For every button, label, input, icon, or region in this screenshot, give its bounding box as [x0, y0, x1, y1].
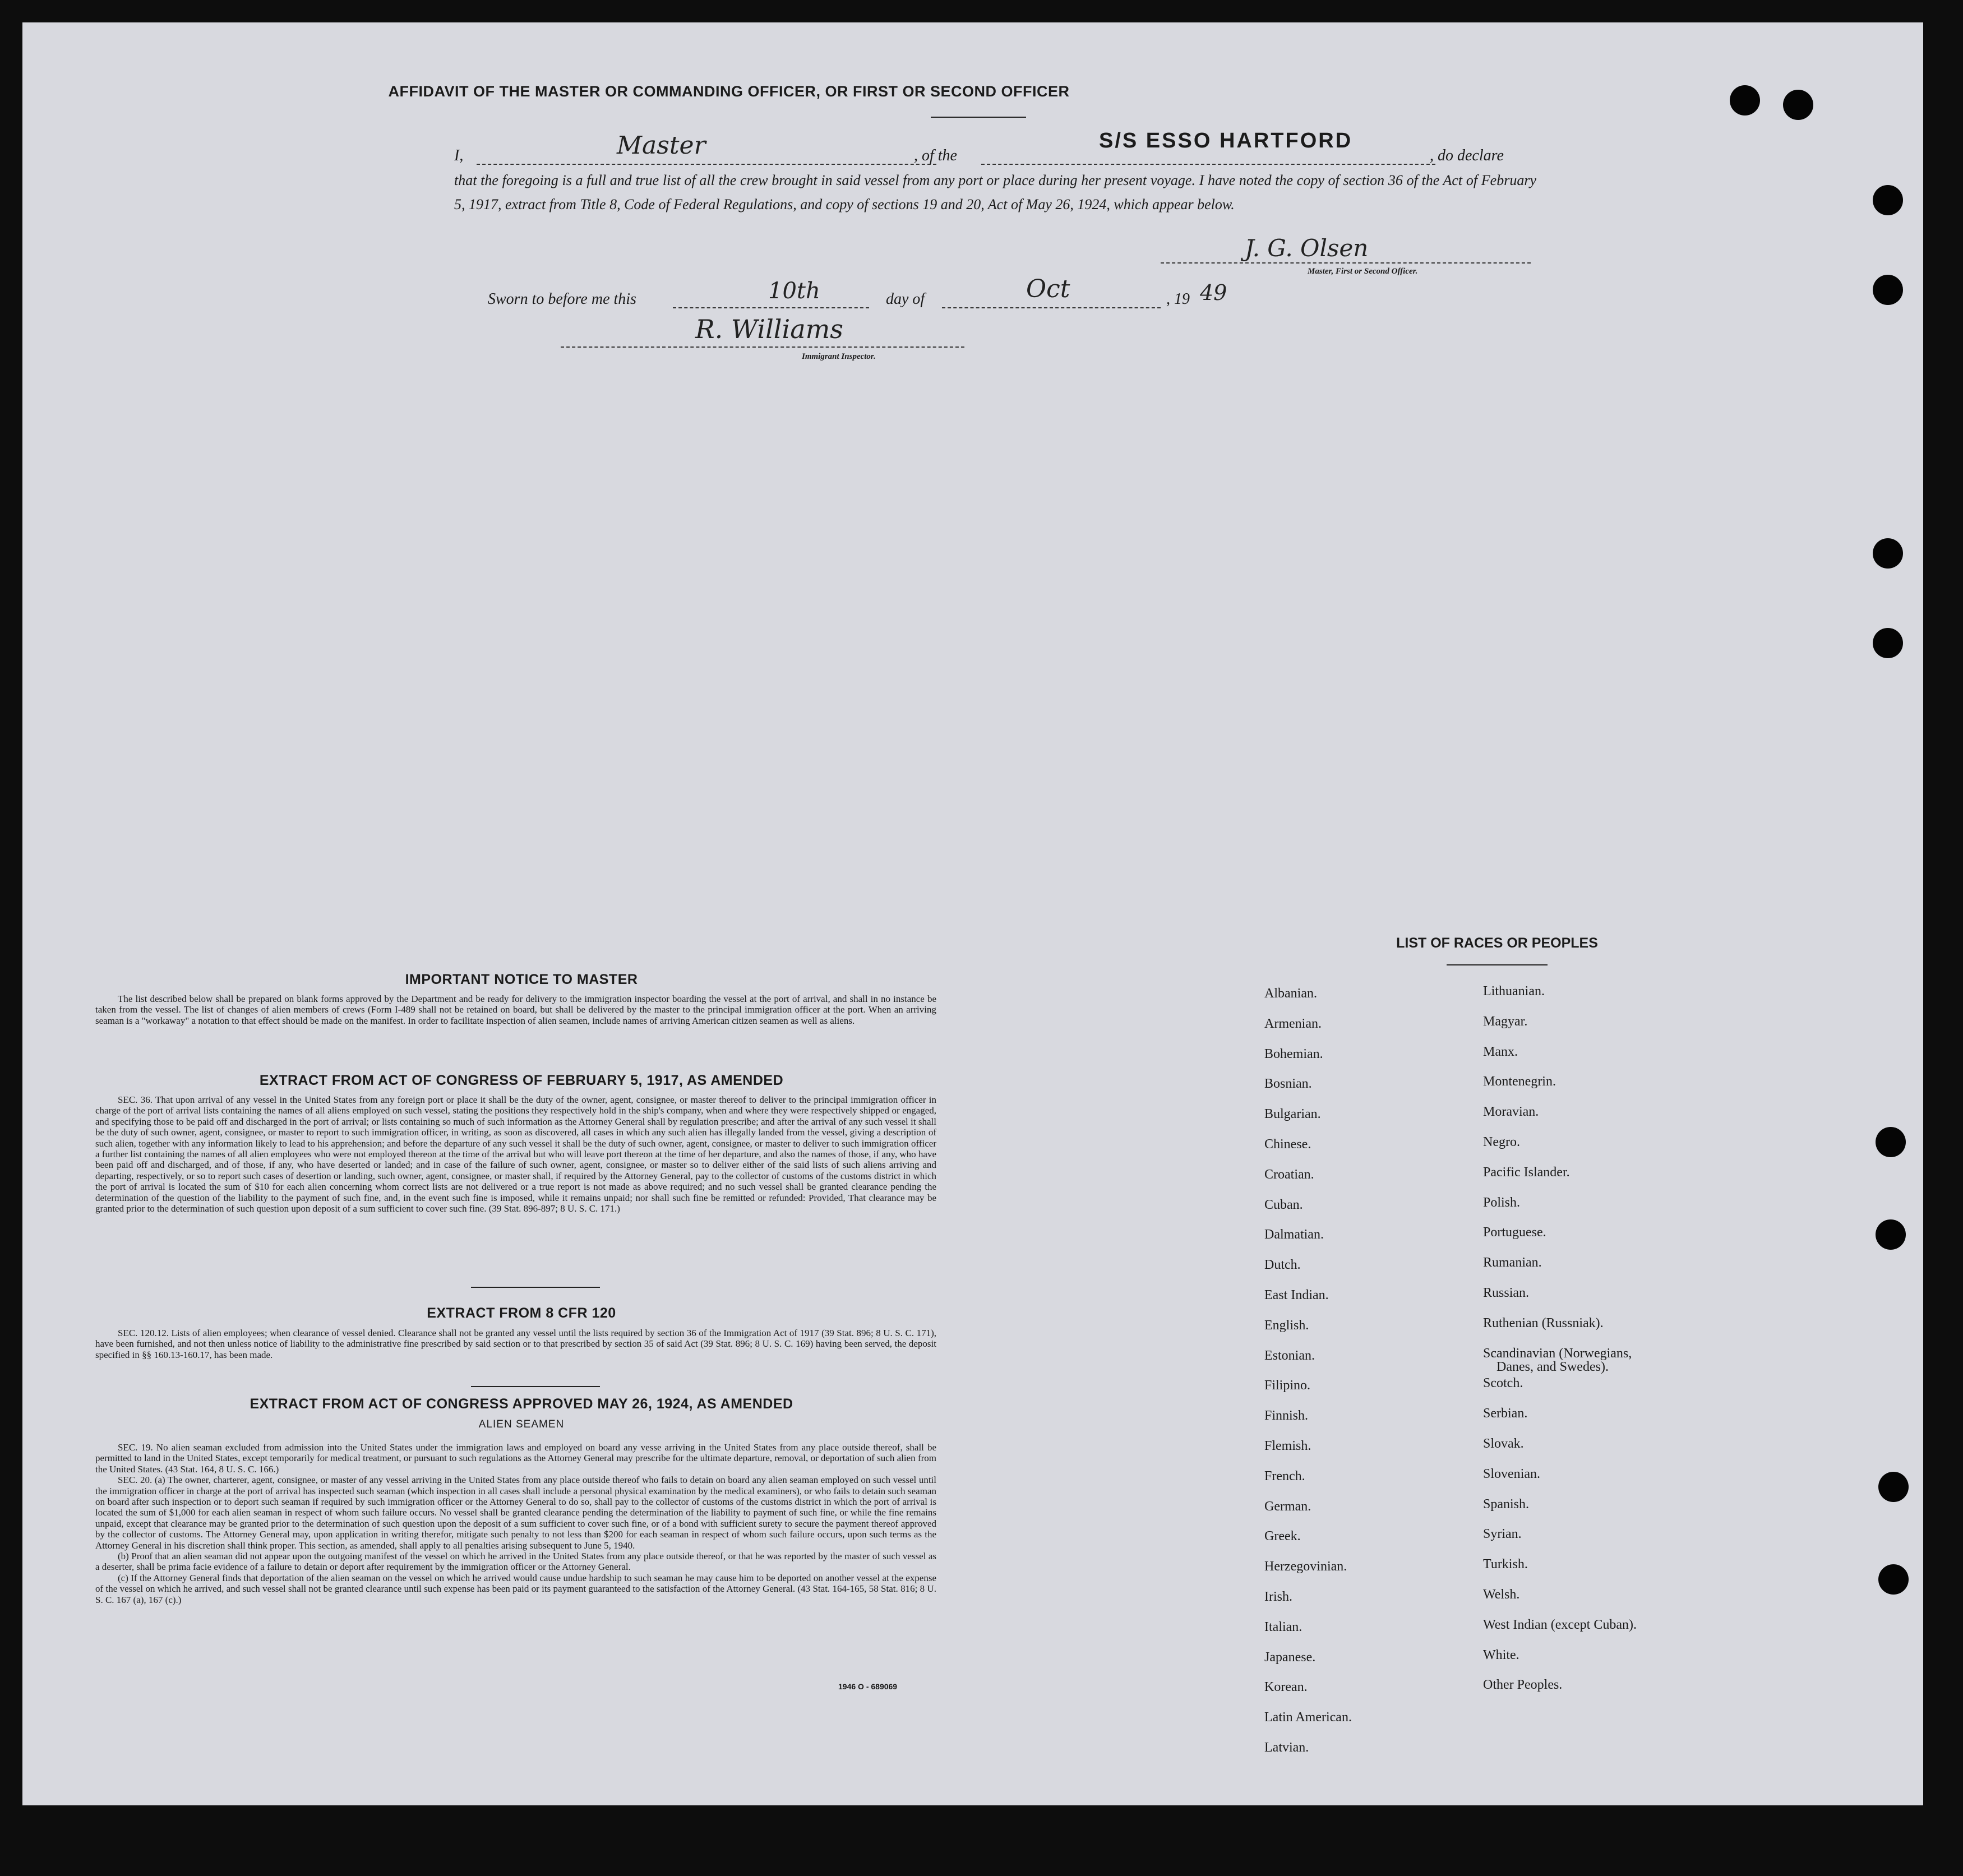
race-item: Albanian. — [1264, 986, 1317, 1001]
sec-36-paragraph: SEC. 36. That upon arrival of any vessel in the United States from any foreign port or place it shall be the duty of the owner, agent, consignee, or master thereof to deliver to the principal immigration officer in charge of the port of arrival lists containing the names of all aliens employed on such vessel, stating the positions they respectively hold in the ship's company, when and where they were respectively shipped or engaged, and specifying those to be paid off and discharged in the port of arrival; or lists containing so much of such information as the Attorney General shall by regulation prescribe; and after the arrival of any such vessel it shall be the duty of such owner, agent, consignee, or master to report to such immigration officer, in writing, as soon as discovered, all cases in which any such alien has illegally landed from the vessel, giving a description of such alien, together with any information likely to lead to his apprehension; and before the departure of any such vessel it shall be the duty of such owner, agent, consignee, or master to deliver to such immigration officer a further list containing the names of all alien employees who were not employed thereon at the time of the arrival but who will leave port thereon at the time of her departure, and also the names of those, if any, who have been paid off and discharged, and of those, if any, who have deserted or landed; and in case of the failure of such owner, agent, consignee, or master so to deliver either of the said lists of such aliens arriving and departing, respectively, or so to report such cases of desertion or landing, such owner, agent, consignee, or master shall, if required by the Attorney General, pay to the collector of customs of the customs district in which the port of arrival is located the sum of $10 for each alien concerning whom correct lists are not delivered or a true report is not made as above required; and no such vessel shall be granted clearance pending the determination of the question of the liability to the payment of such fine, and, in the event such fine is imposed, while it remains unpaid; nor shall such fine be remitted or refunded: Provided, That clearance may be granted prior to the determination of such question upon deposit of a sum sufficient to cover such fine. (39 Stat. 896-897; 8 U. S. C. 171.) — [95, 1094, 936, 1214]
day-of-label: day of — [886, 290, 925, 308]
sworn-day-blank — [673, 307, 869, 308]
race-item: Other Peoples. — [1483, 1678, 1563, 1693]
race-item: Manx. — [1483, 1044, 1518, 1059]
sworn-month-blank — [942, 307, 1161, 308]
inspector-signature: R. Williams — [695, 314, 843, 344]
notice-text — [95, 994, 936, 1026]
race-item: Syrian. — [1483, 1527, 1522, 1542]
race-item: Filipino. — [1264, 1378, 1311, 1393]
race-item: Slovenian. — [1483, 1466, 1540, 1481]
extract-1917-title: EXTRACT FROM ACT OF CONGRESS OF FEBRUARY 5, 1917, AS AMENDED — [259, 1073, 784, 1088]
punch-hole — [1878, 1472, 1909, 1502]
race-item: Scandinavian (Norwegians, — [1483, 1346, 1632, 1361]
punch-hole — [1730, 85, 1760, 115]
race-item: Armenian. — [1264, 1016, 1322, 1031]
race-item: East Indian. — [1264, 1288, 1329, 1302]
sec-20b-paragraph: (b) Proof that an alien seaman did not appear upon the outgoing manifest of the vessel on which he arrived in the United States from any place outside thereof, or that he was reported by the master of such vessel as a deserter, shall be prima facie evidence of a failure to detain or deport after requirement by the immigration officer or the Attorney General. — [95, 1551, 936, 1573]
notice-title: IMPORTANT NOTICE TO MASTER — [405, 972, 638, 987]
inspector-caption: Immigrant Inspector. — [802, 352, 876, 361]
master-signature: J. G. Olsen — [1245, 234, 1369, 262]
race-item: Portuguese. — [1483, 1225, 1546, 1240]
punch-hole — [1873, 628, 1903, 658]
sworn-day: 10th — [768, 278, 820, 304]
race-item: Chinese. — [1264, 1137, 1311, 1152]
race-item: Lithuanian. — [1483, 984, 1545, 999]
year-prefix: , 19 — [1166, 290, 1190, 308]
race-item: Bohemian. — [1264, 1046, 1323, 1061]
capacity-handwritten: Master — [617, 131, 706, 160]
declaration-text: that the foregoing is a full and true list of all the crew brought in said vessel from any port or place during her present voyage. I have noted the copy of section 36 of the Act of February 5, 1917, extract from Title 8, Code of Federal Regulations, and copy of sections 19 and 20, Act of May 26, 1924, which appear below. — [454, 172, 1536, 212]
race-item: Slovak. — [1483, 1436, 1524, 1451]
race-item: Turkish. — [1483, 1557, 1528, 1572]
title-underline — [931, 117, 1026, 118]
race-item: Greek. — [1264, 1529, 1301, 1544]
race-item: Polish. — [1483, 1195, 1521, 1210]
extract-1917-text — [95, 1094, 936, 1214]
race-item: Croatian. — [1264, 1167, 1314, 1182]
race-item: Latin American. — [1264, 1710, 1352, 1725]
extract-cfr-text — [95, 1328, 936, 1360]
race-item: Magyar. — [1483, 1014, 1528, 1029]
race-item: West Indian (except Cuban). — [1483, 1617, 1637, 1632]
sec-120-12-paragraph: SEC. 120.12. Lists of alien employees; when clearance of vessel denied. Clearance shall not be granted any vessel until the lists required by section 36 of the Immigration Act of 1917 (39 Stat. 896; 8 U. S. C. 171), have been furnished, and not then unless notice of liability to the administrative fine prescribed by said section or to that prescribed by section 35 of said Act (39 Stat. 896; 8 U. S. C. 169) having been served, the deposit specified in §§ 160.13-160.17, has been made. — [95, 1328, 936, 1360]
extract-1924-title: EXTRACT FROM ACT OF CONGRESS APPROVED MAY 26, 1924, AS AMENDED — [250, 1396, 793, 1412]
alien-seamen-subtitle: ALIEN SEAMEN — [478, 1418, 565, 1430]
affidavit-title: AFFIDAVIT OF THE MASTER OR COMMANDING OFFICER, OR FIRST OR SECOND OFFICER — [388, 83, 1070, 100]
sworn-label: Sworn to before me this — [488, 290, 636, 308]
race-item: Montenegrin. — [1483, 1074, 1556, 1089]
race-item: Dalmatian. — [1264, 1227, 1324, 1242]
extract-1924-text — [95, 1442, 936, 1605]
punch-hole — [1873, 538, 1903, 569]
race-item: Italian. — [1264, 1619, 1302, 1634]
do-declare-label: , do declare — [1430, 147, 1504, 164]
race-item: Japanese. — [1264, 1649, 1316, 1665]
race-item: Finnish. — [1264, 1408, 1309, 1424]
of-the-label: , of the — [914, 147, 957, 164]
race-item: Latvian. — [1264, 1740, 1309, 1755]
punch-hole — [1876, 1219, 1906, 1250]
race-item: Danes, and Swedes). — [1497, 1359, 1609, 1374]
race-item: French. — [1264, 1468, 1305, 1484]
race-item: Cuban. — [1264, 1197, 1303, 1212]
race-item: English. — [1264, 1318, 1309, 1333]
race-item: Moravian. — [1483, 1105, 1539, 1120]
punch-hole — [1876, 1127, 1906, 1157]
race-item: Flemish. — [1264, 1439, 1311, 1453]
race-item: Negro. — [1483, 1135, 1520, 1149]
punch-hole — [1878, 1564, 1909, 1595]
punch-hole — [1783, 90, 1813, 120]
race-item: Pacific Islander. — [1483, 1165, 1570, 1180]
race-item: Korean. — [1264, 1680, 1308, 1695]
race-item: Ruthenian (Russniak). — [1483, 1315, 1604, 1330]
race-item: Serbian. — [1483, 1406, 1528, 1421]
race-item: Rumanian. — [1483, 1255, 1542, 1270]
vessel-name-stamp: S/S ESSO HARTFORD — [1099, 129, 1353, 153]
sec-19-paragraph: SEC. 19. No alien seaman excluded from admission into the United States under the immigration laws and employed on board any vesse arriving in the United States from any place outside thereof, shall be permitted to land in the United States, except temporarily for medical treatment, or pursuant to such regulations as the Attorney General may prescribe for the ultimate departure, removal, or deportation of such alien from the United States. (43 Stat. 164, 8 U. S. C. 166.) — [95, 1442, 936, 1475]
inspector-signature-line — [561, 346, 964, 348]
punch-hole — [1873, 185, 1903, 215]
sec-20a-paragraph: SEC. 20. (a) The owner, charterer, agent, consignee, or master of any vessel arriving in the United States from any place outside thereof who fails to detain on board any alien seaman employed on such vessel until the immigration officer in charge at the port of arrival has inspected such seaman (which inspection in all cases shall include a personal physical examination by the medical examiners), or who fails to detain such seaman on board after such inspection or to deport such seaman if required by such immigration officer or the Attorney General to do so, shall pay to the collector of customs of the customs district in which the port of arrival is located the sum of $1,000 for each alien seaman in respect of whom such failure occurs. No vessel shall be granted clearance pending the determination of the liability to payment of such fine, or while the fine remains unpaid, except that clearance may be granted prior to the determination of such question upon the deposit of a sum sufficient to cover such fine, or of a bond with sufficient surety to secure the payment thereof approved by the collector of customs. The Attorney General may, upon application in writing therefor, mitigate such penalty to not less than $200 for each seaman in respect of whom such failure occurs, upon such terms as the Attorney General in his discretion shall think proper. This section, as amended, shall apply to all penalties arising subsequent to June 5, 1940. — [95, 1475, 936, 1551]
race-item: Estonian. — [1264, 1348, 1315, 1363]
extract-cfr-title: EXTRACT FROM 8 CFR 120 — [427, 1305, 616, 1321]
punch-hole — [1873, 275, 1903, 305]
race-item: Herzegovinian. — [1264, 1559, 1347, 1574]
race-item: Spanish. — [1483, 1496, 1530, 1512]
races-title-underline — [1447, 964, 1548, 965]
race-item: White. — [1483, 1647, 1519, 1662]
master-signature-line — [1161, 262, 1531, 264]
sworn-year: 49 — [1200, 280, 1227, 305]
master-signature-caption: Master, First or Second Officer. — [1308, 267, 1418, 276]
race-item: German. — [1264, 1499, 1311, 1514]
race-item: Dutch. — [1264, 1258, 1301, 1273]
sec-20c-paragraph: (c) If the Attorney General finds that deportation of the alien seaman on the vessel on which he arrived would cause undue hardship to such seaman he may cause him to be deported on another vessel at the expense of the vessel on which he arrived, and such vessel shall not be granted clearance until such expense has been paid or its payment guaranteed to the satisfaction of the Attorney General. (43 Stat. 164-165, 58 Stat. 816; 8 U. S. C. 167 (a), 167 (c).) — [95, 1572, 936, 1605]
race-item: Scotch. — [1483, 1376, 1523, 1391]
notice-paragraph: The list described below shall be prepared on blank forms approved by the Department and be ready for delivery to the immigration inspector boarding the vessel at the port of arrival, and shall in no instance be taken from the vessel. The list of changes of alien members of crews (Form I-489 shall not be retained on board, but shall be delivered by the master to the principal immigration officer at the port. When an arriving seaman is a "workaway" a notation to that effect should be made on the manifest. In order to facilitate inspection of alien seamen, include names of arriving American citizen seamen as well as aliens. — [95, 994, 936, 1026]
intro-i: I, — [454, 147, 464, 164]
capacity-blank — [477, 164, 936, 165]
race-item: Irish. — [1264, 1589, 1292, 1604]
scanned-form-page — [22, 22, 1923, 1805]
race-item: Bosnian. — [1264, 1076, 1312, 1092]
race-item: Bulgarian. — [1264, 1107, 1321, 1122]
races-title: LIST OF RACES OR PEOPLES — [1396, 935, 1598, 951]
divider — [471, 1287, 600, 1288]
race-item: Russian. — [1483, 1286, 1530, 1300]
race-item: Welsh. — [1483, 1587, 1520, 1602]
print-code: 1946 O - 689069 — [838, 1682, 898, 1691]
sworn-month: Oct — [1026, 275, 1070, 303]
vessel-blank — [981, 164, 1435, 165]
divider — [471, 1386, 600, 1387]
